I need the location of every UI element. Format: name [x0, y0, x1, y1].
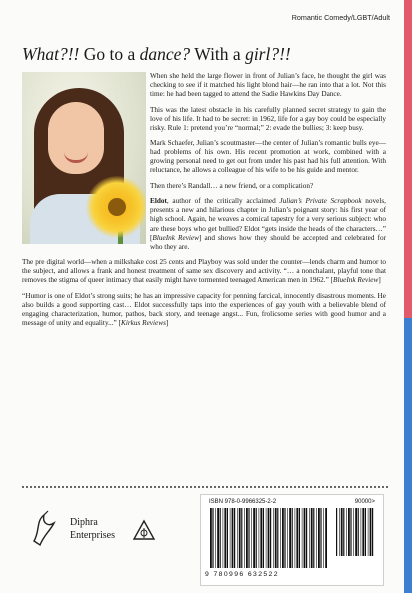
price-addon-number: 90000> — [354, 499, 375, 505]
barcode-number: 9 780996 632522 — [205, 571, 279, 578]
blurb-paragraph-4: Then there’s Randall… a new friend, or a complication? — [150, 181, 314, 190]
headline — [22, 44, 291, 64]
bird-icon — [30, 509, 60, 549]
headline-girl: girl?!! — [245, 44, 291, 64]
accent-stripe-pink — [404, 0, 412, 318]
blurb-text — [22, 72, 386, 334]
publisher-name — [70, 516, 115, 542]
blurb-paragraph-5: Eldot, author of the critically acclaimed Julian’s Private Scrapbook novels, presents a new and hilarious chapter in Julian’s poignant story: his first year of high school. Again, he weaves a comical tapestry for a very serious subject: who are these boys who get bullied? Eldot “gets inside the heads of the characters…” [BlueInk Review] and shows how they should be accepted and celebrated for who they are. — [150, 197, 386, 251]
publisher-logo — [30, 509, 170, 553]
publisher-name-line2: Enterprises — [70, 530, 115, 541]
headline-dance: dance? — [139, 44, 191, 64]
barcode-bars — [209, 508, 329, 568]
headline-what: What?!! — [22, 44, 80, 64]
blurb-paragraph-6: The pre digital world—when a milkshake cost 25 cents and Playboy was sold under the counter—lends charm and humor to the subject, and allows a frank and honest treatment of same sex discovery and activity. “… a nonchalant, playful tone that removes the stigma of queer intimacy that easily might have tormented teenaged American men in 1962.” [BlueInk Review] — [22, 258, 386, 285]
isbn-text: ISBN 978-0-9966325-2-2 — [209, 499, 277, 505]
dotted-divider — [22, 486, 388, 488]
review-source: Kirkus Reviews — [121, 318, 166, 327]
barcode-addon-bars — [335, 508, 375, 556]
blurb-paragraph-2: This was the latest obstacle in his carefully planned secret strategy to gain the love of his life. It had to be secret: in 1962, life for a gay boy could be especially risky. Rule 1: pretend you’re “normal;” 2: evade the bullies; 3: keep busy. — [150, 105, 386, 132]
headline-with: With a — [190, 44, 246, 64]
author-name: Eldot — [150, 197, 167, 206]
barcode-box — [200, 494, 384, 586]
blurb-paragraph-1: When she held the large flower in front of Julian’s face, he thought the girl was checking to see if it matched his light blond hair—he ran into that a lot. Not this time: he had been tagged to attend the Sadie Hawkins Day Dance. — [150, 72, 386, 99]
blurb-paragraph-7: “Humor is one of Eldot’s strong suits; he has an impressive capacity for penning farcical, innocently disastrous moments. He also builds a good supporting cast… Eldot successfully taps into the experiences of gay youth with a believable blend of engaging characterization, humor, pathos, back story, and teenage angst... Fun, frolicsome series with good humor and a message of unity and equality...” [Kirkus Reviews] — [22, 291, 386, 327]
delta-phi-icon — [132, 519, 156, 541]
series-title: Julian’s Private Scrapbook — [279, 197, 362, 206]
review-source: BlueInk Review — [152, 233, 199, 242]
review-source: BlueInk Review — [333, 276, 379, 285]
publisher-name-line1: Diphra — [70, 517, 98, 528]
headline-go: Go to a — [79, 44, 140, 64]
blurb-paragraph-3: Mark Schaefer, Julian’s scoutmaster—the center of Julian’s romantic bulls eye—had problems of his own. His recent promotion at work, combined with a growing personal need to get out from under his past had his full attention. With reluctance, he allows a colleague of his wife to be his guide and mentor. — [150, 139, 386, 175]
accent-stripe-blue — [404, 318, 412, 593]
genre-label: Romantic Comedy/LGBT/Adult — [291, 13, 390, 22]
